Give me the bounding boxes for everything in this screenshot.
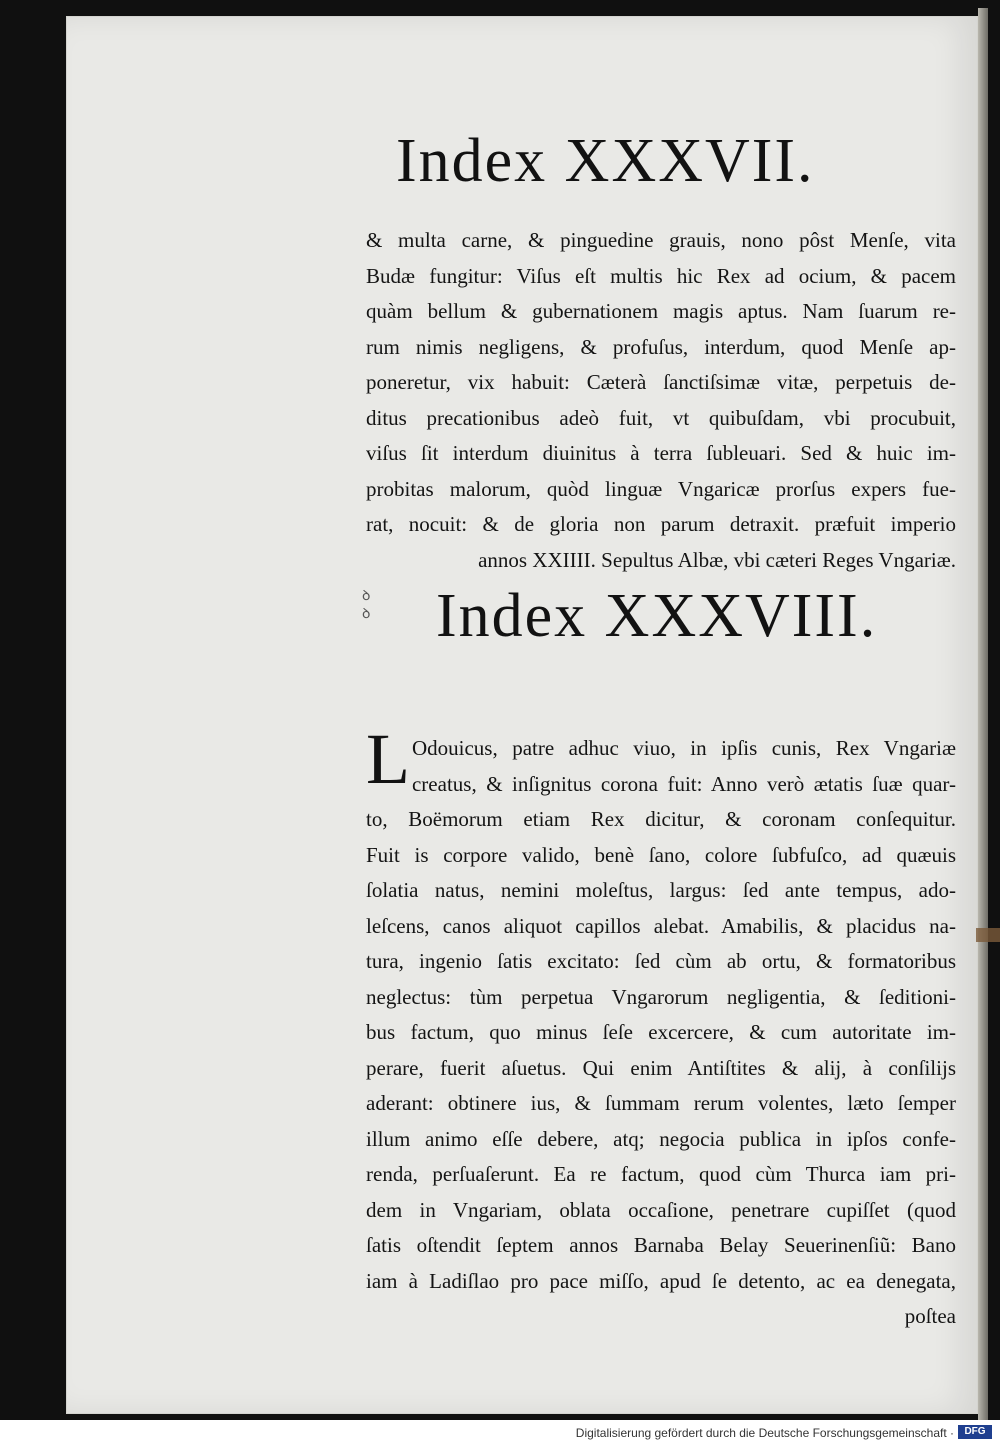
page-tab-mark [976,928,1000,942]
text-line: tura, ingenio ſatis excitato: ſed cùm ab ortu, & formatoribus [366,949,956,973]
text-line: ſatis oſtendit ſeptem annos Barnaba Belay Seuerinenſiũ: Bano [366,1233,956,1257]
index-heading-38: Index XXXVIII. [436,582,878,650]
text-line: dem in Vngariam, oblata occaſione, penetrare cupiſſet (quod [366,1197,956,1222]
page-edge [978,8,988,1420]
text-line: rum nimis negligens, & profuſus, interdum, quod Menſe ap- [366,334,956,359]
text-line: ditus precationibus adeò fuit, vt quibuſdam, vbi procubuit, [366,405,956,430]
text-line: neglectus: tùm perpetua Vngarorum negligentia, & ſeditioni- [366,984,956,1009]
text-line: poneretur, vix habuit: Cæterà ſanctiſsimæ vitæ, perpetuis de- [366,370,956,394]
text-line: to, Boëmorum etiam Rex dicitur, & coronam conſequitur. [366,807,956,831]
text-line: bus factum, quo minus ſeſe excercere, & cum autoritate im- [366,1020,956,1044]
text-line: probitas malorum, quòd linguæ Vngaricæ prorſus expers fue- [366,476,956,501]
drop-capital: L [366,719,410,799]
footer-bar [0,1420,1000,1447]
text-line: poſtea [904,1304,956,1328]
text-line: viſus ſit interdum diuinitus à terra ſubleuari. Sed & huic im- [366,441,956,465]
footer-credit: Digitalisierung gefördert durch die Deutsche Forschungsgemeinschaft · [575,1426,954,1440]
text-line: renda, perſuaſerunt. Ea re factum, quod cùm Thurca iam pri- [366,1162,956,1186]
index-heading-37: Index XXXVII. [396,127,815,195]
text-line: annos XXIIII. Sepultus Albæ, vbi cæteri Reges Vngariæ. [478,547,956,572]
text-line: quàm bellum & gubernationem magis aptus. Nam ſuarum re- [366,299,956,323]
text-line: Budæ fungitur: Viſus eſt multis hic Rex ad ocium, & pacem [366,263,956,288]
text-line: ſolatia natus, nemini moleſtus, largus: ſed ante tempus, ado- [366,878,956,902]
text-line: illum animo eſſe debere, atq; negocia publica in ipſos confe- [366,1126,956,1151]
text-line: Odouicus, patre adhuc viuo, in ipſis cunis, Rex Vngariæ [411,736,956,760]
ornament-mark: ꝺ ꝺ [362,589,371,622]
text-line: perare, fuerit aſuetus. Qui enim Antiſtites & alij, à conſilijs [366,1055,956,1080]
text-line: iam à Ladiſlao pro pace miſſo, apud ſe detento, ac ea denegata, [366,1268,956,1293]
book-page [66,16,978,1414]
dfg-logo: DFG [958,1425,992,1439]
text-line: rat, nocuit: & de gloria non parum detraxit. præfuit imperio [366,512,956,536]
section-38-text [366,719,956,1335]
text-line: leſcens, canos aliquot capillos alebat. Amabilis, & placidus na- [366,913,956,938]
section-37-text [366,223,956,578]
text-line: Fuit is corpore valido, benè ſano, colore ſubfuſco, ad quæuis [366,842,956,867]
text-line: creatus, & inſignitus corona fuit: Anno verò ætatis ſuæ quar- [411,771,956,796]
text-line: & multa carne, & pinguedine grauis, nono pôst Menſe, vita [366,228,956,252]
text-line: aderant: obtinere ius, & ſummam rerum volentes, læto ſemper [366,1091,956,1115]
